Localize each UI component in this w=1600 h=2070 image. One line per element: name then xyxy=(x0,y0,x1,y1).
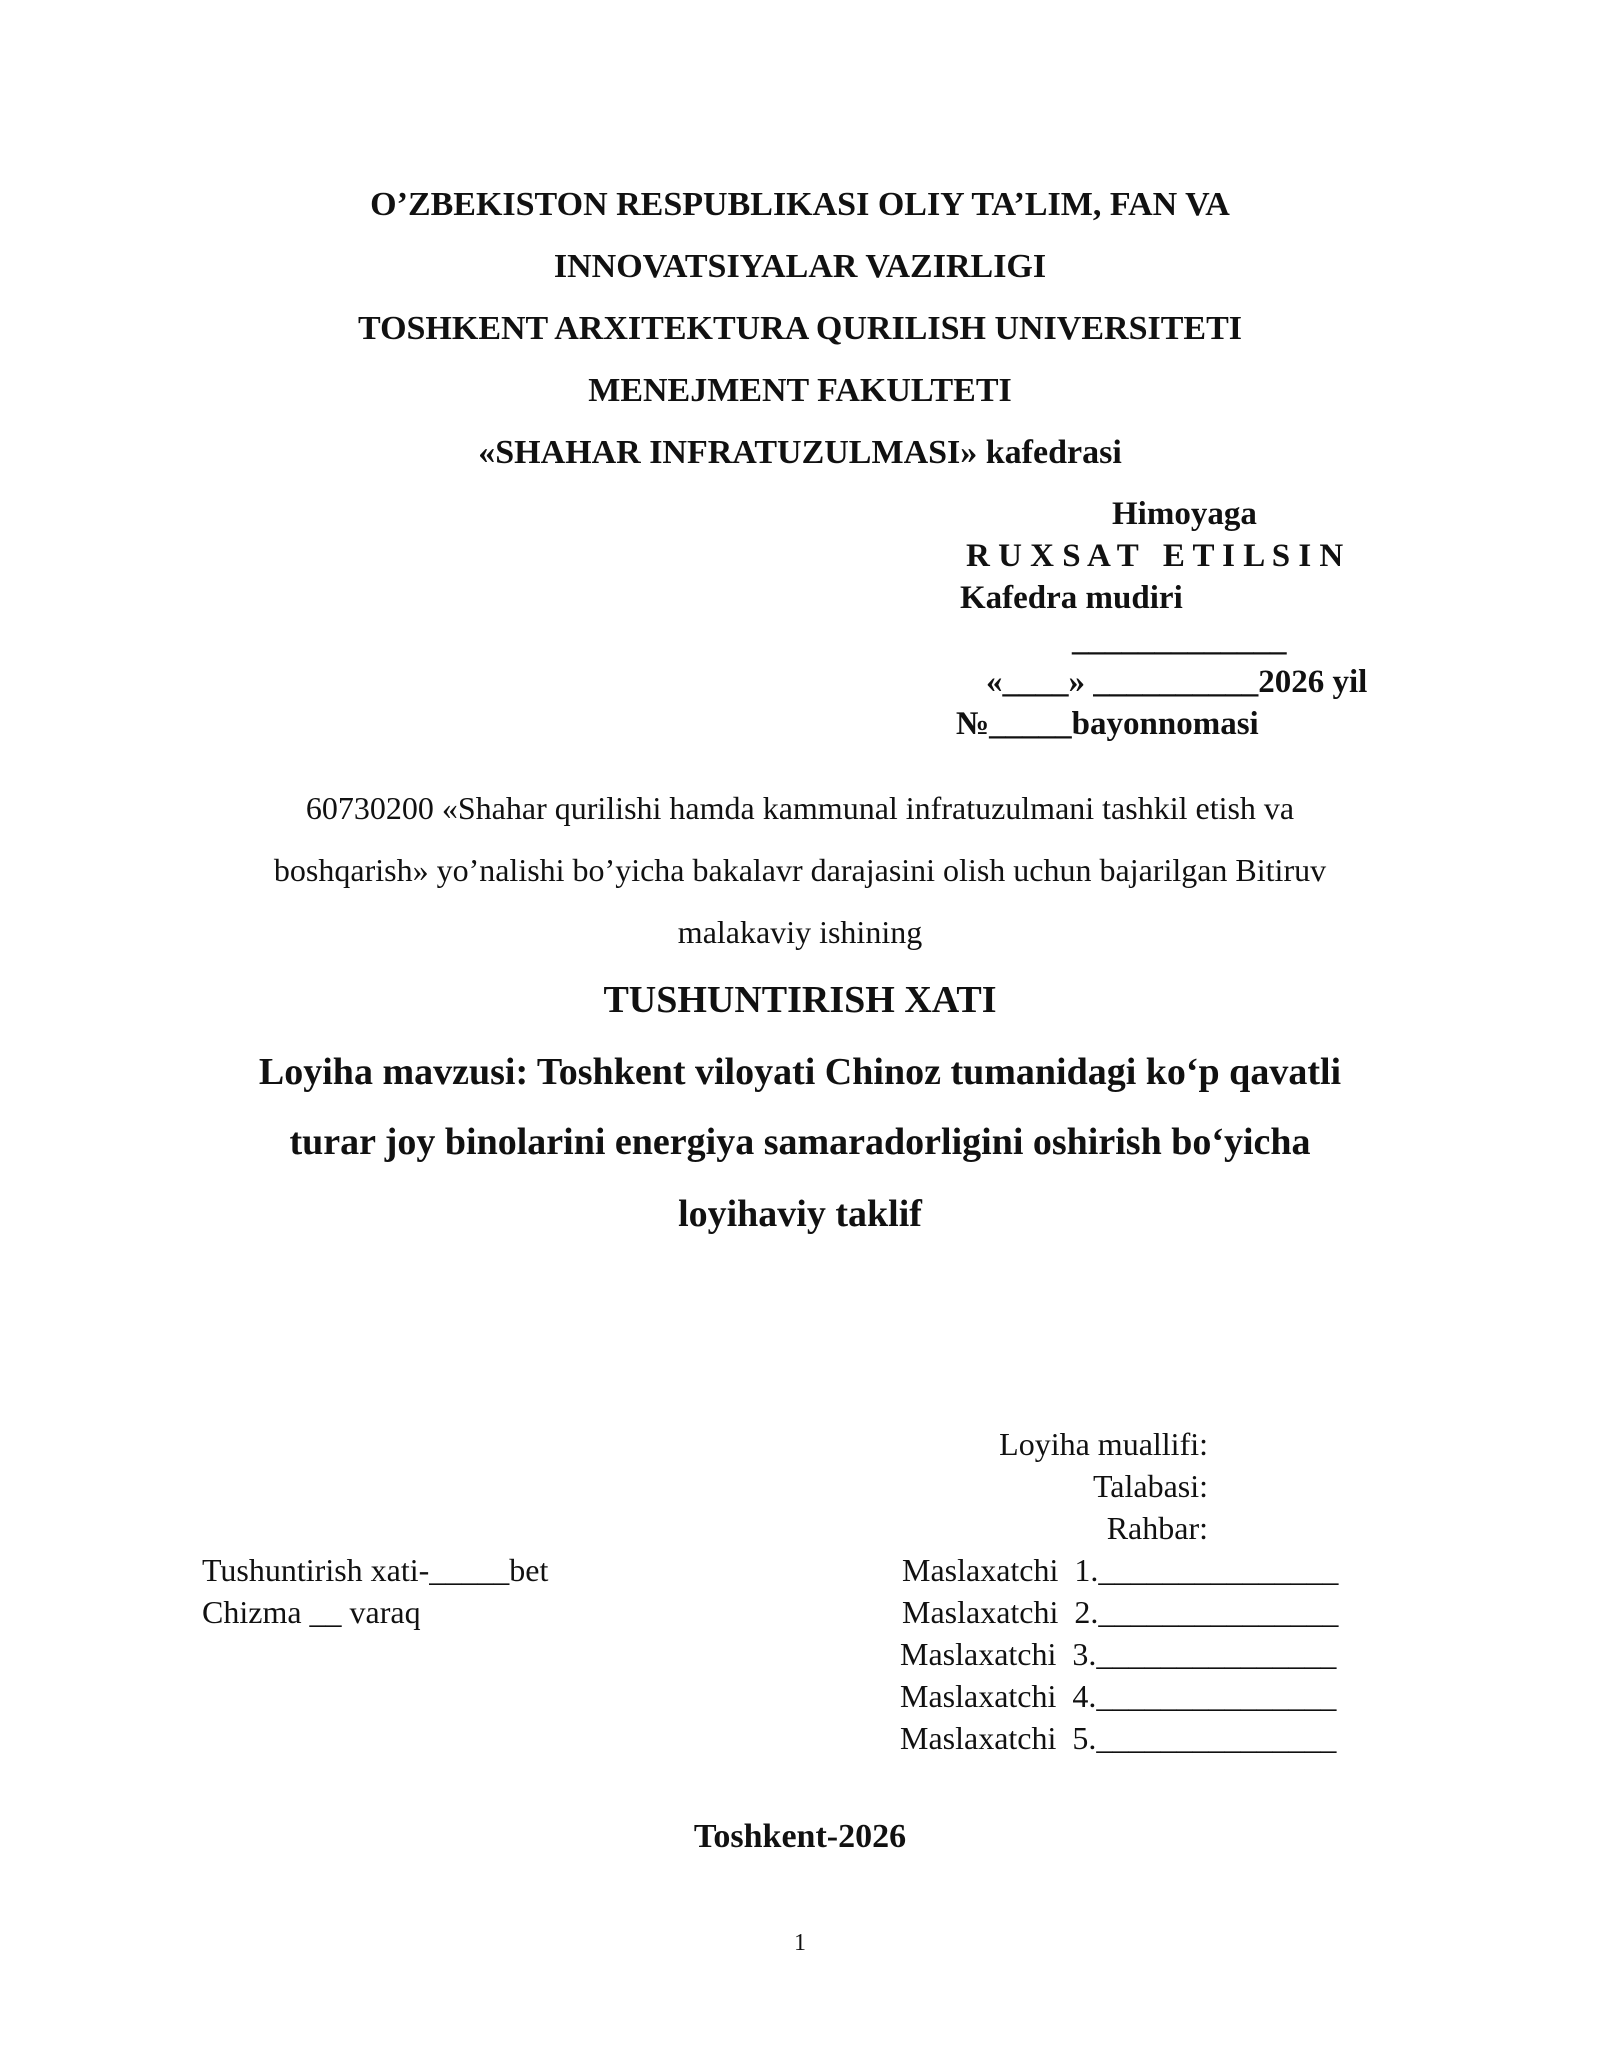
city-year: Toshkent-2026 xyxy=(693,1818,907,1855)
consultant-4: Maslaxatchi 4._______________ xyxy=(900,1678,1337,1714)
intro-line-2: boshqarish» yo’nalishi bo’yicha bakalavr darajasini olish uchun bajarilgan Bitiruv xyxy=(273,852,1327,888)
faculty-name: MENEJMENT FAKULTETI xyxy=(588,372,1012,409)
consultant-5: Maslaxatchi 5._______________ xyxy=(900,1720,1337,1756)
consultant-3: Maslaxatchi 3._______________ xyxy=(900,1636,1337,1672)
drawings-count-line: Chizma __ varaq xyxy=(202,1594,421,1630)
approval-date-line: «____» __________2026 yil xyxy=(986,664,1368,700)
consultant-2: Maslaxatchi 2._______________ xyxy=(902,1594,1339,1630)
supervisor-label: Rahbar: xyxy=(1106,1510,1208,1546)
approval-ruxsat: R U X S A T E T I L S I N xyxy=(966,538,1344,574)
approval-signature-line: _____________ xyxy=(1072,622,1287,658)
topic-line-3: loyihaviy taklif xyxy=(678,1193,922,1235)
pages-count-line: Tushuntirish xati-_____bet xyxy=(202,1552,549,1588)
ministry-line-2: INNOVATSIYALAR VAZIRLIGI xyxy=(553,248,1047,285)
approval-himoyaga: Himoyaga xyxy=(1112,496,1257,532)
author-label: Loyiha muallifi: xyxy=(999,1426,1208,1462)
student-label: Talabasi: xyxy=(1092,1468,1208,1504)
topic-line-2: turar joy binolarini energiya samaradorligini oshirish boʻyicha xyxy=(289,1121,1311,1163)
intro-line-3: malakaviy ishining xyxy=(677,914,923,950)
topic-line-1: Loyiha mavzusi: Toshkent viloyati Chinoz tumanidagi koʻp qavatli xyxy=(258,1051,1342,1093)
intro-line-1: 60730200 «Shahar qurilishi hamda kammunal infratuzulmani tashkil etish va xyxy=(305,790,1295,826)
ministry-line-1: O’ZBEKISTON RESPUBLIKASI OLIY TA’LIM, FAN VA xyxy=(370,186,1230,223)
department-name: «SHAHAR INFRATUZULMASI» kafedrasi xyxy=(478,434,1122,471)
page-number: 1 xyxy=(794,1930,806,1956)
approval-head-of-department: Kafedra mudiri xyxy=(960,580,1183,616)
approval-protocol-line: №_____bayonnomasi xyxy=(956,706,1259,742)
document-title: TUSHUNTIRISH XATI xyxy=(603,979,997,1021)
consultant-1: Maslaxatchi 1._______________ xyxy=(902,1552,1339,1588)
university-name: TOSHKENT ARXITEKTURA QURILISH UNIVERSITETI xyxy=(358,310,1242,347)
